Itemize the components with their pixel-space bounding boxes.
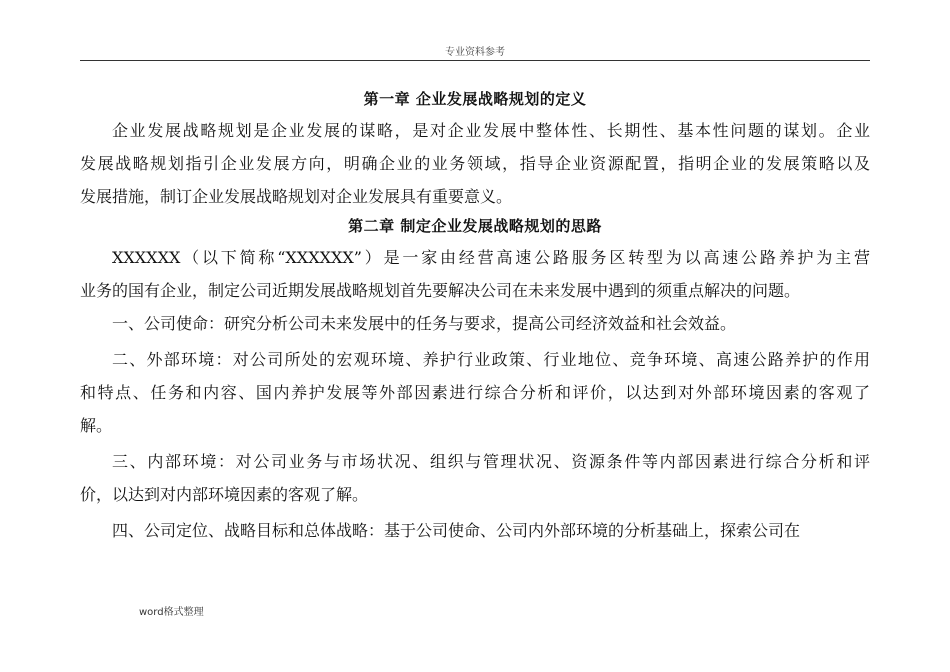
- text-line: 和特点、任务和内容、国内养护发展等外部因素进行综合分析和评价，以达到对外部环境因素的客观了: [80, 383, 870, 402]
- item-1-paragraph: [80, 307, 870, 340]
- document-body: [80, 86, 870, 547]
- page-header-text: 专业资料参考: [445, 47, 505, 58]
- item-2-paragraph: [80, 343, 870, 442]
- item-4-paragraph: [80, 514, 870, 547]
- chapter-1-paragraph: [80, 114, 870, 213]
- text-line: 业务的国有企业，制定公司近期发展战略规划首先要解决公司在未来发展中遇到的须重点解决的问题。: [80, 281, 801, 300]
- text-line: 解。: [80, 416, 113, 435]
- text-line: 二、外部环境：对公司所处的宏观环境、养护行业政策、行业地位、竞争环境、高速公路养护的作用: [112, 350, 870, 369]
- text-line: 四、公司定位、战略目标和总体战略：基于公司使命、公司内外部环境的分析基础上，探索公司在: [112, 521, 801, 540]
- chapter-1-title: 第一章 企业发展战略规划的定义: [363, 90, 587, 108]
- text-line: 三、内部环境：对公司业务与市场状况、组织与管理状况、资源条件等内部因素进行综合分析和评: [112, 452, 870, 471]
- chapter-2-title: 第二章 制定企业发展战略规划的思路: [348, 217, 602, 235]
- header-divider: [80, 60, 870, 61]
- text-line: XXXXXX（以下简称“XXXXXX”）是一家由经营高速公路服务区转型为以高速公路养护为主营: [112, 248, 870, 267]
- item-3-paragraph: [80, 445, 870, 511]
- text-line: 一、公司使命：研究分析公司未来发展中的任务与要求，提高公司经济效益和社会效益。: [112, 314, 737, 333]
- text-line: 发展措施，制订企业发展战略规划对企业发展具有重要意义。: [80, 187, 513, 206]
- text-line: 发展战略规划指引企业发展方向，明确企业的业务领域，指导企业资源配置，指明企业的发展策略以及: [80, 154, 870, 173]
- text-line: 企业发展战略规划是企业发展的谋略，是对企业发展中整体性、长期性、基本性问题的谋划。企业: [112, 121, 870, 140]
- page-footer-text: word格式整理: [139, 607, 204, 618]
- text-line: 价，以达到对内部环境因素的客观了解。: [80, 485, 369, 504]
- chapter-2-intro-paragraph: [80, 241, 870, 307]
